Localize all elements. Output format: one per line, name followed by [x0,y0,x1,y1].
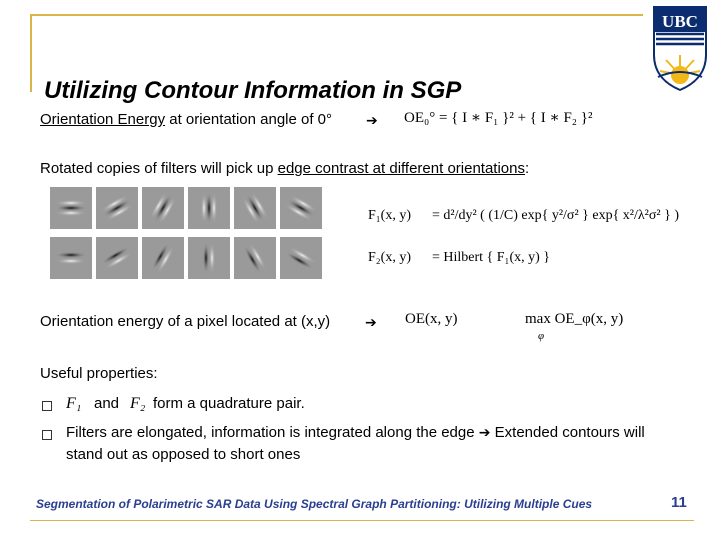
pixel-energy-text: Orientation energy of a pixel located at (x,y) [40,313,331,330]
f1-symbol: F₁ [66,395,82,412]
filter-tile [280,237,322,279]
filter-tile [96,237,138,279]
rotated-text-part2: : [525,160,530,177]
rotated-copies-text [40,160,529,177]
quadrature-text: form a quadrature pair. [153,395,305,412]
arrow-right-icon-3: ➔ [478,424,491,440]
edge-contrast-label: edge contrast at different orientations [277,160,525,177]
elongated-text-part1: Filters are elongated, information is integrated along the edge [66,424,475,441]
elongated-text-part2: Extended contours will [494,424,645,441]
and-text: and [94,395,120,412]
max-oe-formula: max OE_φ(x, y) [525,311,624,327]
footer-text: Segmentation of Polarimetric SAR Data Using Spectral Graph Partitioning: Utilizing Multiple Cues [36,497,593,511]
filter-tile [142,187,184,229]
filter-tile [50,237,92,279]
filter-tile [188,187,230,229]
filter-tile [50,187,92,229]
logo-text: UBC [662,12,698,31]
bullet-2 [42,430,52,440]
f2-symbol: F₂ [130,395,146,412]
filter-bank-image [50,187,340,279]
f1-rhs: = d²/dy² ( (1/C) exp{ y²/σ² } exp{ x²/λ²σ² } ) [432,208,680,223]
footer-line [30,520,694,521]
orientation-energy-label: Orientation Energy [40,111,166,128]
slide-title: Utilizing Contour Information in SGP [44,77,462,104]
page-number: 11 [671,494,687,511]
elongated-text-line2: stand out as opposed to short ones [66,446,301,463]
bullet-1 [42,401,52,411]
orientation-energy-text [40,111,332,128]
filter-tile [280,187,322,229]
frame-top-line [30,14,643,16]
orientation-energy-rest: at orientation angle of 0° [165,111,333,128]
elongated-text-line1 [66,424,645,441]
rotated-text-part1: Rotated copies of filters will pick up [40,160,278,177]
filter-tile [234,187,276,229]
frame-left-line [30,14,32,92]
f2-lhs: F₂(x, y) [368,250,411,265]
arrow-right-icon-2: ➔ [365,314,377,330]
filter-tile [96,187,138,229]
oe-xy-formula: OE(x, y) [405,311,458,327]
f1-lhs: F₁(x, y) [368,208,411,223]
useful-heading: Useful properties: [40,365,158,382]
filter-tile [142,237,184,279]
ubc-logo [652,5,708,91]
filter-tile [188,237,230,279]
arrow-right-icon: ➔ [366,112,378,128]
filter-tile [234,237,276,279]
oe0-formula: OE₀° = { I ∗ F₁ }² + { I ∗ F₂ }² [404,110,593,126]
max-subscript: φ [538,330,545,342]
f2-rhs: = Hilbert { F₁(x, y) } [432,250,550,265]
